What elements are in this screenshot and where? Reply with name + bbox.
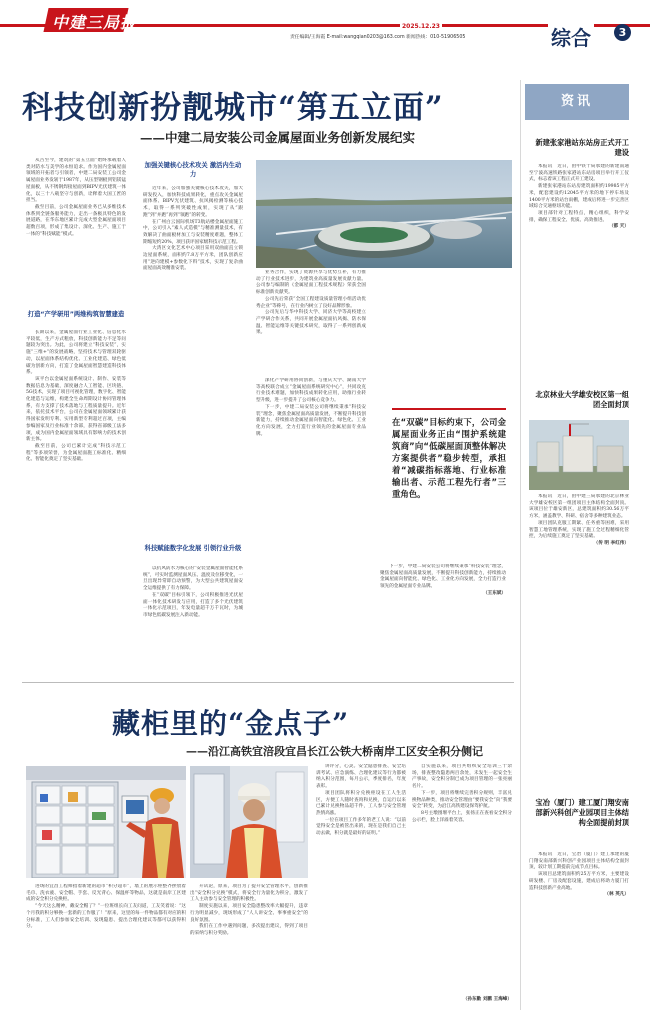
article1-subhead-1: 打造“产学研用”两维构筑智慧建造 xyxy=(27,311,125,318)
paragraph: 项目团队将积分兑换柜设在工人生活区，方便工人随时查询和兑换，自运行以来已累计兑换物品超千件，工人参与安全管理热情高涨。 xyxy=(316,790,406,816)
editor-line: 责任编辑/王海霞 E-mail:wangqian0203@163.com 新闻热线：010-51906505 xyxy=(290,35,466,40)
paragraph: 以抗风防水为核心的“安装金属屋面智能化系统”，可实时监测屋面风压、温度及位移变化，一旦出现异常即自动预警，为大型公共建筑屋面安全运维提供了有力保障。 xyxy=(143,566,243,592)
article2-subtitle: ——沿江高铁宜涪段宜昌长江公铁大桥南岸工区安全积分侧记 xyxy=(186,745,483,758)
article2-col4 xyxy=(412,764,512,994)
article1-col2b xyxy=(143,566,243,674)
paragraph: 下一步，中建二局安装公司将继续秉承“科技安装”理念，聚焦金属屋面高质量发展，不断提升科技创新能力，持续推动金属屋面向智能化、绿色化、工业化方向发展，全力打造行业领先的金属屋面专业品牌。 xyxy=(256,404,366,437)
stadium-photo xyxy=(256,160,512,268)
article1-subtitle: ——中建二局安装公司金属屋面业务创新发展纪实 xyxy=(140,130,416,145)
stadium-photo-svg xyxy=(256,160,512,268)
paragraph: 大湾区文化艺术中心项目采用双曲面直立锁边屋面系统，面积约7.8万平方米，团队创新应用“逆向建模+参数化下料”技术，实现了复杂曲面屋面高效精准安装。 xyxy=(143,246,243,272)
paragraph: 一位在项目工作多年的老工人说：“以前觉得安全是被管出来的，现在是我们自己主动去做，积分就是最好的证明。” xyxy=(316,817,406,837)
sidebar xyxy=(520,80,628,1010)
worker-photo-svg xyxy=(26,766,186,878)
sidebar-header xyxy=(525,84,629,120)
author: （林 英凡） xyxy=(604,892,629,898)
logo-text: 中建三局报 xyxy=(52,13,138,32)
paragraph: 长期以来，金属屋面行业工业化、信息化水平较低，生产方式粗放，科技创新能力不足等问题较为突出。为此，公司将建立“科技安装”，实施“三维+”的发展战略，坚持技术与管理双轮驱动，以屋面体系结构优化、工业化建造、绿色低碳为创新方向，打造了金属屋面智慧建造科技体系。 xyxy=(26,330,126,376)
news1-body xyxy=(529,164,629,374)
paragraph: 讲评分，心灵。安全隐患排查、安全培训考试、应急演练、合理化建议等行为都被纳入积分范围，每月公示，季度排名，年度表彰。 xyxy=(316,764,406,790)
paragraph: 深化产学研用协同创新，与重庆大学、湖南大学等高校联合成立“金属屋面系统研究中心”，共同攻克行业技术难题，加快科技成果转化应用，助推行业转型升级，进一步提升了公司核心竞争力。 xyxy=(256,378,366,404)
paragraph: 在“双碳”目标引领下，公司积极推进光伏屋面一体化技术研发与应用，打造了多个光伏建筑一体化示范项目，年发电量超千万千瓦时，为城市绿色低碳发展注入新动能。 xyxy=(143,592,243,618)
article2-col3 xyxy=(316,764,406,1006)
masthead xyxy=(0,0,650,48)
paragraph: 公司先后荣获“全国工程建设质量管理小组活动优秀企业”等称号，在行业内树立了良好品牌形象。 xyxy=(256,296,366,309)
article2-title: 藏柜里的“金点子” xyxy=(112,707,350,740)
paragraph: 公司先后与华中科技大学、同济大学等高校建立产学研合作关系，共同开展金属屋面抗风揭、防水保温、智能运维等关键技术研究，取得了一系列创新成果。 xyxy=(256,310,366,336)
article1-col3b xyxy=(256,378,366,674)
paragraph: 项目部针对工程特点，精心组织，科学安排，确保工程安全、优质、高效推进。 xyxy=(529,210,629,223)
article1-subhead-3: 科技赋能数字化发展 引领行业升级 xyxy=(144,545,242,552)
paragraph: 制度实施以来，项目安全隐患整改率大幅提升，违章行为明显减少，现场形成了“人人讲安全、事事重安全”的良好氛围。 xyxy=(190,904,308,923)
section-title: 综合 xyxy=(548,22,594,48)
news3-body xyxy=(529,852,629,1008)
page-number: 3 xyxy=(614,24,631,41)
issue-date: 2025.12.23 xyxy=(402,23,440,30)
paragraph: 本报讯 近日，由中铁十局承建的新建南通至宁波高速铁路张家港站东站房项目举行开工仪式，标志着该工程正式开工建设。 xyxy=(529,164,629,183)
paragraph: 本报讯 近日，由中建三局承建的北京林业大学雄安校区第一组团项目主体结构全面封顶。该项目位于雄安新区，总建筑面积约30.56万平方米，涵盖教学、科研、宿舍等多种建筑业态。 xyxy=(529,494,629,520)
paragraph: 在广州白云国际机场T3航站楼金属屋面施工中，公司引入“素人式造模”与精准测量技术，有效解决了曲面板材加工与安装精度难题，整体工期缩短约20%，项目获评国家级科技示范工程。 xyxy=(143,219,243,245)
paragraph: 截至目前，公司已累计完成“科技示范工程”等多项荣誉，为金属屋面施工标准化、精细化、智能化奠定了坚实基础。 xyxy=(26,443,126,463)
article1-col1 xyxy=(26,158,126,308)
paragraph: 新建张家港站东站房建筑面积约19985平方米，配套建设约12045平方米的地下停车场及1400平方米的站台雨棚，建成后将进一步完善区域综合交通枢纽功能。 xyxy=(529,184,629,210)
article1-subhead-2: 加强关键核心技术攻关 激活内生动力 xyxy=(144,162,242,178)
paragraph: 本报讯 近日，宝冶（厦门）建工承建的厦门翔安南部新兴科创产业园项目主体结构全面封顶，较计划工期提前完成节点目标。 xyxy=(529,852,629,871)
paragraph: 该项目总建筑面积约25万平方米，主要建设研发楼、厂房及配套设施，建成后将助力厦门打造科技创新产业高地。 xyxy=(529,872,629,891)
news3-title: 宝冶（厦门）建工厦门翔安南部新兴科创产业园项目主体结构全面提前封顶 xyxy=(535,798,629,827)
article2-col1 xyxy=(26,884,186,1006)
article1-title: 科技创新扮靓城市“第五立面” xyxy=(22,90,444,126)
worker-photo xyxy=(26,766,186,878)
paragraph: 下一步，项目将继续完善积分规则，丰富兑换物品种类，推动安全管理由“要我安全”向“我要安全”转变，为沿江高铁建设保驾护航。 xyxy=(412,790,512,810)
paragraph: 截至目前，公司金属屋面业务已从多维技术体系到全链条服务能力，走出一条极具特色的发展道路，在华东地区累计完成大型金属屋面项目超数百项，形成了集设计、深化、生产、施工于一体的“科技赋能”模式。 xyxy=(26,204,126,237)
paragraph: 8号主墩围堰平台上，张扬正在查看安全积分公示栏，脸上洋溢着笑容。 xyxy=(412,810,512,823)
pull-quote-text: 在“双碳”目标约束下，公司金属屋面业务正由“围护系统建筑商”向“低碳屋面顶整体解决方案提供者”稳步转型，承担着“减碳指标落地、行业标准输出者、示范工程先行者”三重角色。 xyxy=(392,417,506,499)
article1-col1b xyxy=(26,330,126,675)
helmet-photo-svg xyxy=(190,766,308,878)
article1-col2a xyxy=(143,186,243,528)
article2-author: （孙东勤 刘鹏 王海峰） xyxy=(462,997,512,1002)
sidebar-header-title: 资讯 xyxy=(560,94,593,109)
paragraph: 近年来，公司加强关键核心技术攻关，加大研发投入，加快科技成果转化，重点攻关金属屋面体系、BIPV光伏建筑、抗风揭检测等核心技术，取得一系列突破性成果，实现了从“跟跑”到“并跑”再到“领跑”的转变。 xyxy=(143,186,243,218)
helmet-photo xyxy=(190,766,308,878)
paragraph: 下一步，中建二局安装公司将继续秉承“科技安装”理念，聚焦金属屋面高质量发展，不断提升科技创新能力，持续推动金属屋面向智能化、绿色化、工业化方向发展，全力打造行业领先的金属屋面专业品牌。 xyxy=(380,564,506,590)
paragraph: 开试论，原来，项目为了提升安全管理水平，创新推出“安全积分兑换”模式，将安全行为量化为积分，激发了工人主动参与安全管理的积极性。 xyxy=(190,884,308,903)
news2-title: 北京林业大学雄安校区第一组团全面封顶 xyxy=(535,390,629,409)
news2-body xyxy=(529,494,629,744)
campus-photo xyxy=(529,420,629,490)
paragraph: “今天这么精神，戴安全帽了？”一位班组长向工友问道，工友笑着说：“这个月我的积分够换一套新的工作服了！”原来，这里的每一件物品都有对应的积分标准，工人们参加安全培训、发现隐患、提出合理化建议等都可以获得积分。 xyxy=(26,904,186,930)
paragraph: 该平台以金属屋面系统设计、制作、安装等数据信息为基础，深度融合人工智能、区块链、5G技术，实现了项目可视化管理，数字化、智能化建造与运维，构建全生命周期设计协同管理体系，有力支撑了技术落地与工程质量提升。近年来，依托技术平台，公司在金属屋面领域累计获得国家发明专利、实用新型专利超过百项，主编参编国家及行业标准十余部，获得省部级工法多项，成为国内金属屋面领域具有影响力的技术创新主体。 xyxy=(26,376,126,443)
paragraph: 进场的宜昌工程师指着新建的超市“积分超市”，墙上的展示柜整齐摆放着毛巾、洗衣液、安全帽、手套、反光背心、保温杯等物品，这就是南岸工区建成的安全积分兑换柜。 xyxy=(26,884,186,903)
article2-col2 xyxy=(190,884,308,1006)
news1-title: 新建张家港站东站房正式开工建设 xyxy=(535,138,629,157)
paragraph: 从古至今，建筑的“第五立面”始终承载着人类对防水与美学的永恒追求。作为国内金属屋面领域的开拓者与引领者，中建二局安装工公司金属屋面业务发轫于1987年，从压型钢板到铝镁锰屋面板，从不锈钢焊接屋面到BIPV光伏建筑一体化，以三十八载坚守与创新，诠释着大国工匠的担当。 xyxy=(26,158,126,204)
paragraph: 项目团队克服工期紧、任务重等困难，采用智慧工地管理系统，实现了施工全过程精细化管控，为后续施工奠定了坚实基础。 xyxy=(529,520,629,540)
paragraph: 业务合作，实现了资源共享与优势互补，有力推动了行业技术进步，为建筑业高质量发展贡献力量。公司参与编制的《金属屋面工程技术规程》荣获全国标准创新贡献奖。 xyxy=(256,270,366,296)
article1-col3a xyxy=(256,270,366,376)
author: （王东斌） xyxy=(483,590,506,596)
pull-quote xyxy=(392,408,506,558)
campus-photo-svg xyxy=(529,420,629,490)
article-divider xyxy=(22,682,514,683)
paragraph: 我们在工作中遇到问题，多次提出建议，得到了项目的采纳与积分奖励。 xyxy=(190,924,308,936)
paragraph: 自实施以来，项目共组织安全培训三十余场，排查整改隐患两百余处，未发生一起安全生产事故，安全积分制已成为项目管理的一张亮丽名片。 xyxy=(412,764,512,790)
author: （都 天） xyxy=(609,224,629,230)
author: （传 明 李红伟） xyxy=(593,540,629,546)
article1-col4 xyxy=(380,564,506,674)
